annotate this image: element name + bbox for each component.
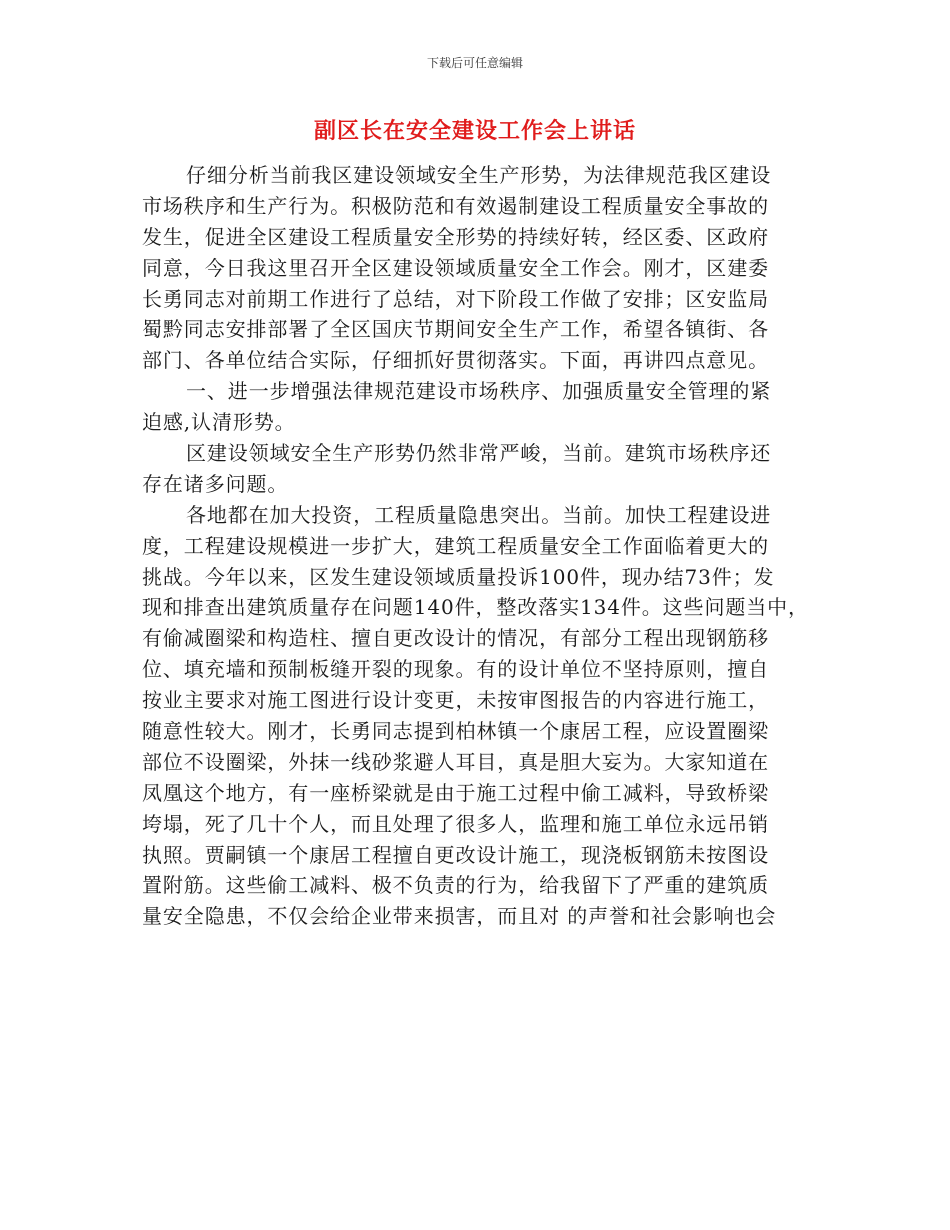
header-note: 下载后可任意编辑: [426, 56, 523, 70]
document-title: 副区长在安全建设工作会上讲话: [313, 119, 636, 144]
text-line: 各地都在加大投资，工程质量隐患突出。当前。加快工程建设进: [186, 502, 772, 527]
text-line: 迫感,认清形势。: [142, 410, 296, 435]
text-line: 执照。贾嗣镇一个康居工程擅自更改设计施工，现浇板钢筋未按图设: [142, 842, 769, 867]
text-line: 市场秩序和生产行为。积极防范和有效遏制建设工程质量安全事故的: [142, 193, 769, 218]
text-line: 部门、各单位结合实际，仔细抓好贯彻落实。下面，再讲四点意见。: [142, 348, 769, 373]
text-line: 度，工程建设规模进一步扩大，建筑工程质量安全工作面临着更大的: [142, 533, 769, 558]
text-line: 有偷减圈梁和构造柱、擅自更改设计的情况，有部分工程出现钢筋移: [142, 626, 769, 651]
document-body: [142, 160, 812, 932]
text-line: 位、填充墙和预制板缝开裂的现象。有的设计单位不坚持原则，擅自: [142, 657, 769, 682]
text-line: 置附筋。这些偷工减料、极不负责的行为，给我留下了严重的建筑质: [142, 873, 769, 898]
text-line: 蜀黔同志安排部署了全区国庆节期间安全生产工作，希望各镇街、各: [142, 317, 769, 342]
text-line: 按业主要求对施工图进行设计变更，未按审图报告的内容进行施工，: [142, 688, 769, 713]
text-line: 发生，促进全区建设工程质量安全形势的持续好转，经区委、区政府: [142, 224, 769, 249]
text-line: 长勇同志对前期工作进行了总结，对下阶段工作做了安排；区安监局: [142, 286, 769, 311]
text-line: 量安全隐患，不仅会给企业带来损害，而且对 的声誉和社会影响也会: [142, 904, 777, 929]
text-line: 一、进一步增强法律规范建设市场秩序、加强质量安全管理的紧: [186, 379, 772, 404]
text-line: 现和排查出建筑质量存在问题140件，整改落实134件。这些问题当中，: [142, 595, 809, 620]
text-line: 挑战。今年以来，区发生建设领域质量投诉100件，现办结73件；发: [142, 564, 775, 589]
text-line: 同意，今日我这里召开全区建设领域质量安全工作会。刚才，区建委: [142, 255, 769, 280]
text-line: 随意性较大。刚才，长勇同志提到柏林镇一个康居工程，应设置圈梁: [142, 719, 769, 744]
text-line: 部位不设圈梁，外抹一线砂浆避人耳目，真是胆大妄为。大家知道在: [142, 749, 769, 774]
text-line: 仔细分析当前我区建设领域安全生产形势，为法律规范我区建设: [186, 163, 772, 187]
text-line: 垮塌，死了几十个人，而且处理了很多人，监理和施工单位永远吊销: [142, 811, 769, 836]
text-line: 凤凰这个地方，有一座桥梁就是由于施工过程中偷工减料，导致桥梁: [142, 780, 769, 805]
text-line: 区建设领域安全生产形势仍然非常严峻，当前。建筑市场秩序还: [186, 441, 772, 466]
text-line: 存在诸多问题。: [142, 471, 289, 496]
